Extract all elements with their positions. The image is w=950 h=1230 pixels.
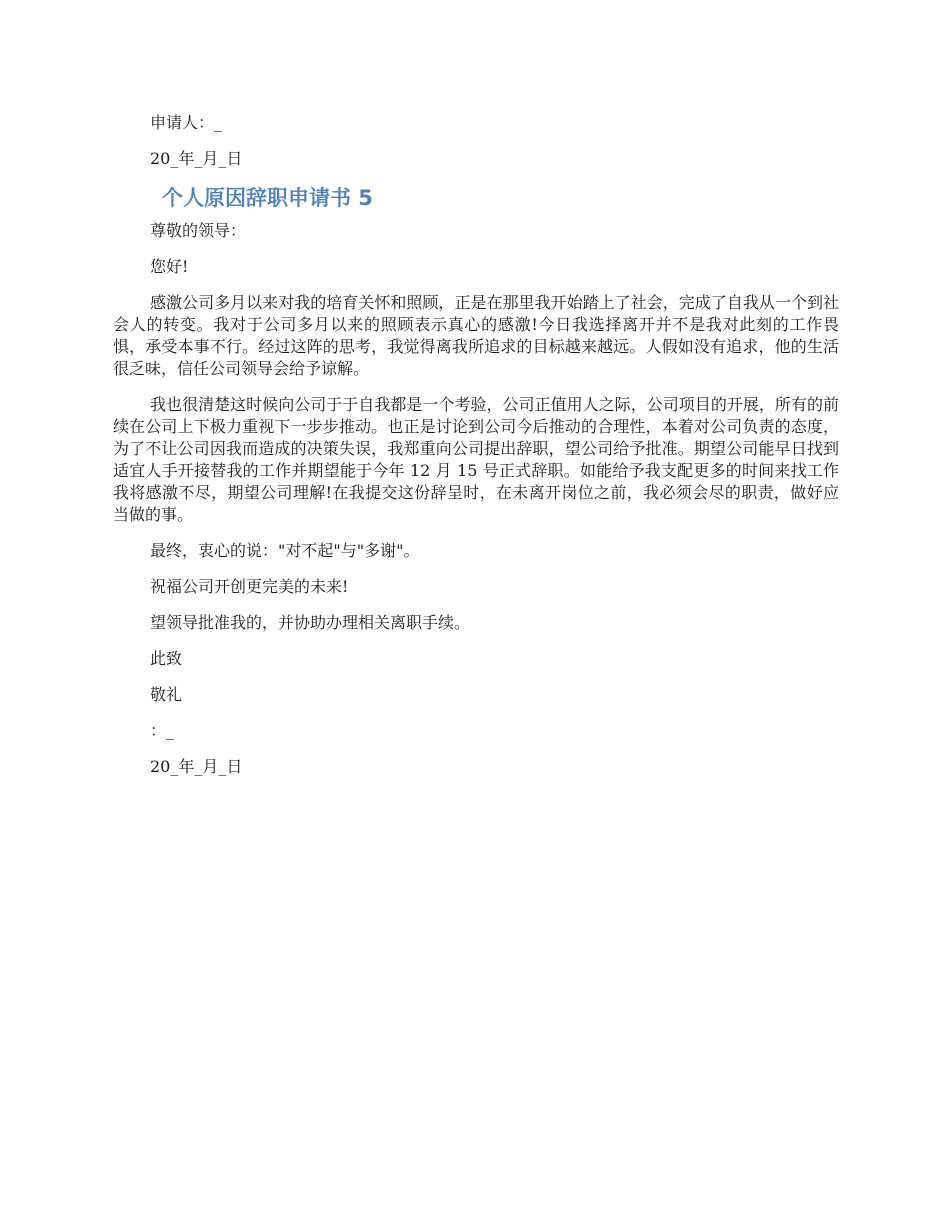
closing-jingli: 敬礼: [150, 685, 183, 704]
greeting: 您好!: [150, 257, 189, 276]
signature-date: 20_年_月_日: [150, 757, 243, 776]
top-date-line: 20_年_月_日: [150, 149, 243, 168]
closing-request: 望领导批准我的，并协助办理相关离职手续。: [150, 613, 471, 632]
body-paragraph-1: 感激公司多月以来对我的培育关怀和照顾，正是在那里我开始踏上了社会，完成了自我从一个到社会人的转变。我对于公司多月以来的照顾表示真心的感激!今日我选择离开并不是我对此刻的工作畏惧，承受本事不行。经过这阵的思考，我觉得离我所追求的目标越来越远。人假如没有追求，他的生活很乏味，信任公司领导会给予谅解。: [113, 293, 839, 378]
document-page: [113, 112, 839, 792]
closing-thanks: 最终，衷心的说："对不起"与"多谢"。: [150, 541, 420, 560]
applicant-line: 申请人：_: [150, 113, 223, 132]
salutation: 尊敬的领导：: [150, 221, 247, 240]
body-paragraph-2: 我也很清楚这时候向公司于于自我都是一个考验，公司正值用人之际，公司项目的开展，所有的前续在公司上下极力重视下一步步推动。也正是讨论到公司今后推动的合理性，本着对公司负责的态度，为了不让公司因我而造成的决策失误，我郑重向公司提出辞职，望公司给予批准。期望公司能早日找到适宜人手开接替我的工作并期望能于今年 12 月 15 号正式辞职。如能给予我支配更多的时间来找工作我将感激不尽，期望公司理解!在我提交这份辞呈时，在未离开岗位之前，我必须会尽的职责，做好应当做的事。: [113, 395, 839, 524]
closing-wish: 祝福公司开创更完美的未来!: [150, 577, 349, 596]
closing-cizhi: 此致: [150, 649, 183, 668]
section-title: 个人原因辞职申请书 5: [162, 186, 373, 210]
signature-name: ：_: [150, 721, 175, 740]
